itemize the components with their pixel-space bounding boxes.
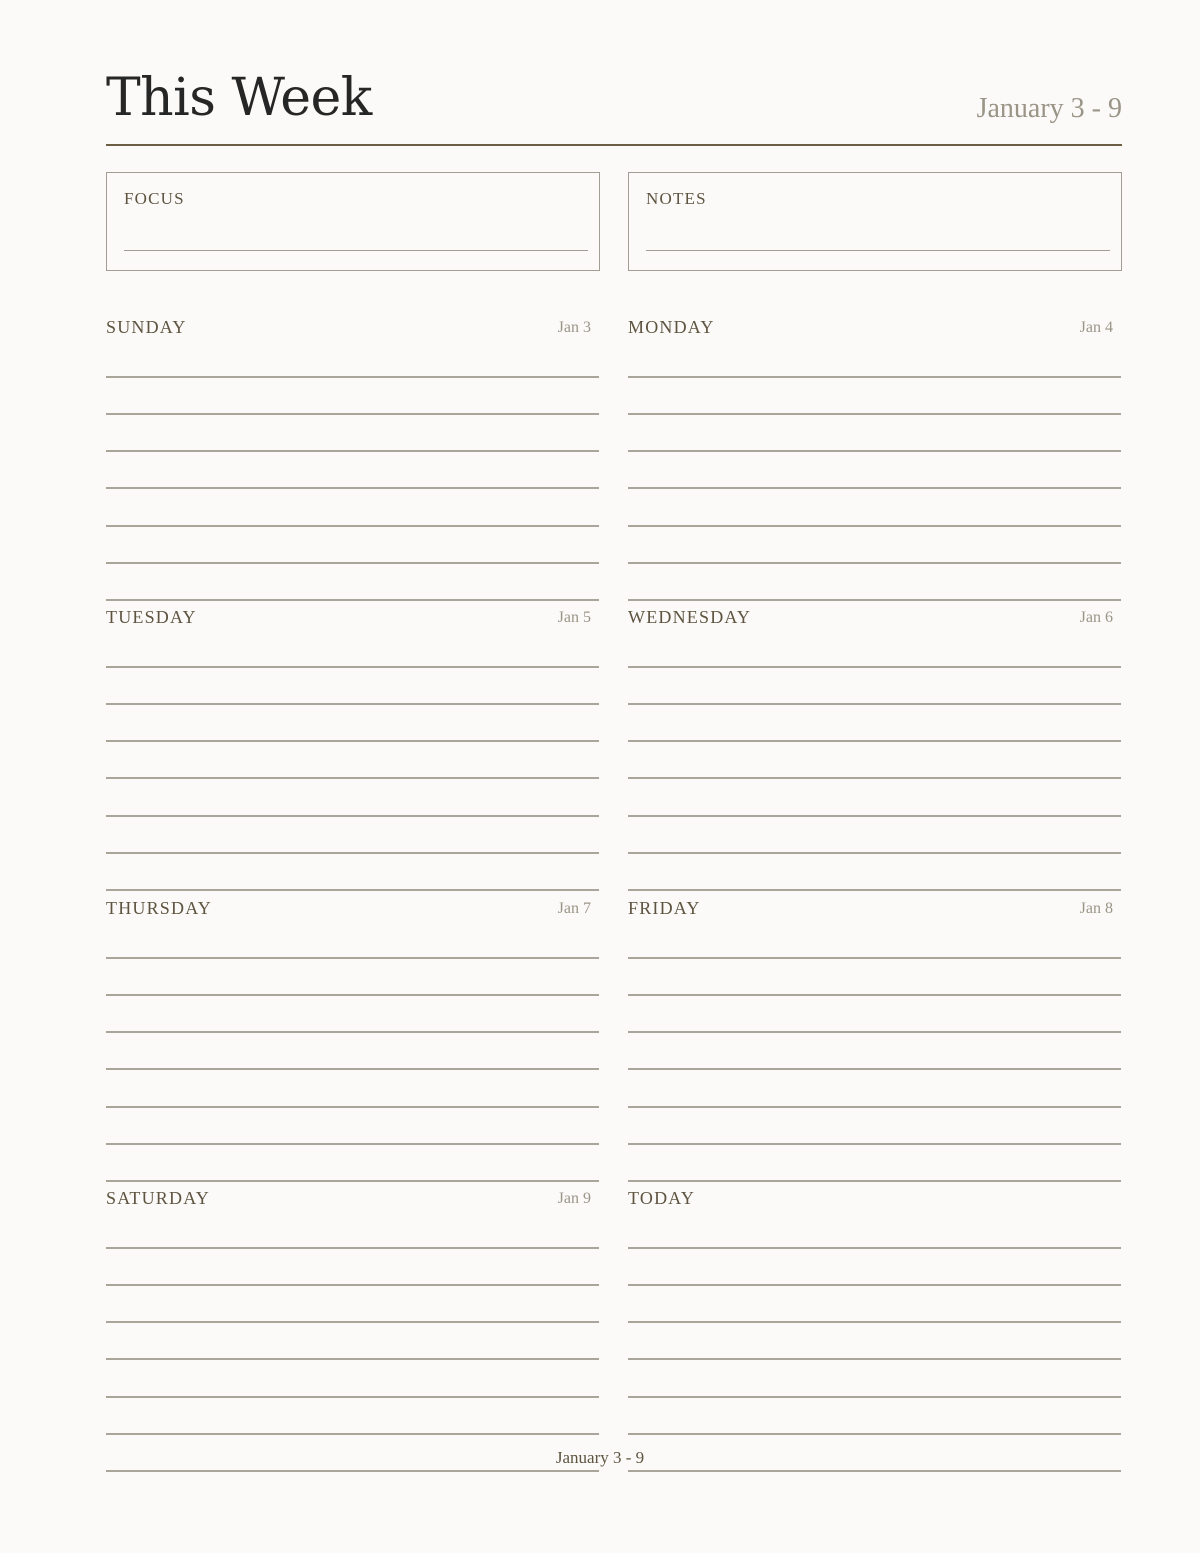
- writing-line: [628, 994, 1121, 996]
- day-date: Jan 5: [557, 609, 591, 626]
- writing-line: [106, 957, 599, 959]
- writing-line: [106, 1247, 599, 1249]
- writing-line: [106, 994, 599, 996]
- writing-line: [628, 413, 1121, 415]
- day-section-wednesday[interactable]: [628, 592, 1121, 882]
- footer-date-range: [0, 1448, 1200, 1468]
- day-section-friday[interactable]: [628, 883, 1121, 1173]
- day-section-tuesday[interactable]: [106, 592, 599, 882]
- day-date: Jan 6: [1079, 609, 1113, 626]
- writing-line: [106, 666, 599, 668]
- writing-line: [628, 1247, 1121, 1249]
- day-name: TODAY: [628, 1188, 696, 1208]
- day-date: Jan 9: [557, 1190, 591, 1207]
- writing-line: [628, 1470, 1121, 1472]
- writing-line: [628, 450, 1121, 452]
- focus-label: FOCUS: [124, 189, 185, 208]
- writing-line: [628, 1433, 1121, 1435]
- day-name: MONDAY: [628, 317, 715, 337]
- day-name: TUESDAY: [106, 607, 197, 627]
- writing-line: [106, 1433, 599, 1435]
- notes-label: NOTES: [646, 189, 707, 208]
- writing-line: [106, 852, 599, 854]
- writing-line: [106, 740, 599, 742]
- notes-box[interactable]: [628, 172, 1122, 271]
- day-date: Jan 7: [557, 900, 591, 917]
- day-date: Jan 4: [1079, 319, 1113, 336]
- writing-line: [628, 1068, 1121, 1070]
- writing-line: [628, 1031, 1121, 1033]
- day-name: WEDNESDAY: [628, 607, 752, 627]
- writing-line: [628, 376, 1121, 378]
- writing-line: [628, 1396, 1121, 1398]
- day-section-today[interactable]: [628, 1173, 1121, 1463]
- day-name: SATURDAY: [106, 1188, 210, 1208]
- writing-line: [106, 703, 599, 705]
- writing-line: [106, 1358, 599, 1360]
- writing-line: [106, 1068, 599, 1070]
- writing-line: [106, 1284, 599, 1286]
- writing-line: [628, 1284, 1121, 1286]
- writing-line: [106, 376, 599, 378]
- writing-line: [106, 413, 599, 415]
- writing-line: [628, 815, 1121, 817]
- page-title: This Week: [106, 68, 372, 128]
- writing-line: [628, 852, 1121, 854]
- writing-line: [628, 562, 1121, 564]
- writing-line: [628, 1321, 1121, 1323]
- writing-line: [628, 1106, 1121, 1108]
- writing-line: [628, 703, 1121, 705]
- writing-line: [106, 1470, 599, 1472]
- header-divider: [106, 144, 1122, 146]
- writing-line: [628, 740, 1121, 742]
- day-date: Jan 8: [1079, 900, 1113, 917]
- writing-line: [628, 777, 1121, 779]
- page-header: [106, 62, 1122, 146]
- day-section-thursday[interactable]: [106, 883, 599, 1173]
- day-section-saturday[interactable]: [106, 1173, 599, 1463]
- writing-line: [628, 1358, 1121, 1360]
- day-section-sunday[interactable]: [106, 302, 599, 592]
- writing-line: [628, 666, 1121, 668]
- writing-line: [106, 450, 599, 452]
- writing-line: [106, 1321, 599, 1323]
- writing-line: [628, 957, 1121, 959]
- writing-line: [106, 525, 599, 527]
- day-date: Jan 3: [557, 319, 591, 336]
- day-name: FRIDAY: [628, 898, 701, 918]
- writing-line: [628, 525, 1121, 527]
- writing-line: [628, 487, 1121, 489]
- day-section-monday[interactable]: [628, 302, 1121, 592]
- footer-date-range-text: January 3 - 9: [550, 1448, 650, 1467]
- writing-line: [106, 1031, 599, 1033]
- writing-line: [106, 777, 599, 779]
- focus-writing-line: [124, 250, 588, 251]
- day-name: SUNDAY: [106, 317, 187, 337]
- writing-line: [106, 1396, 599, 1398]
- writing-line: [106, 1143, 599, 1145]
- writing-line: [106, 562, 599, 564]
- day-name: THURSDAY: [106, 898, 212, 918]
- notes-writing-line: [646, 250, 1110, 251]
- writing-line: [628, 1143, 1121, 1145]
- week-date-range: January 3 - 9: [976, 93, 1122, 124]
- writing-line: [106, 487, 599, 489]
- focus-box[interactable]: [106, 172, 600, 271]
- writing-line: [106, 815, 599, 817]
- writing-line: [106, 1106, 599, 1108]
